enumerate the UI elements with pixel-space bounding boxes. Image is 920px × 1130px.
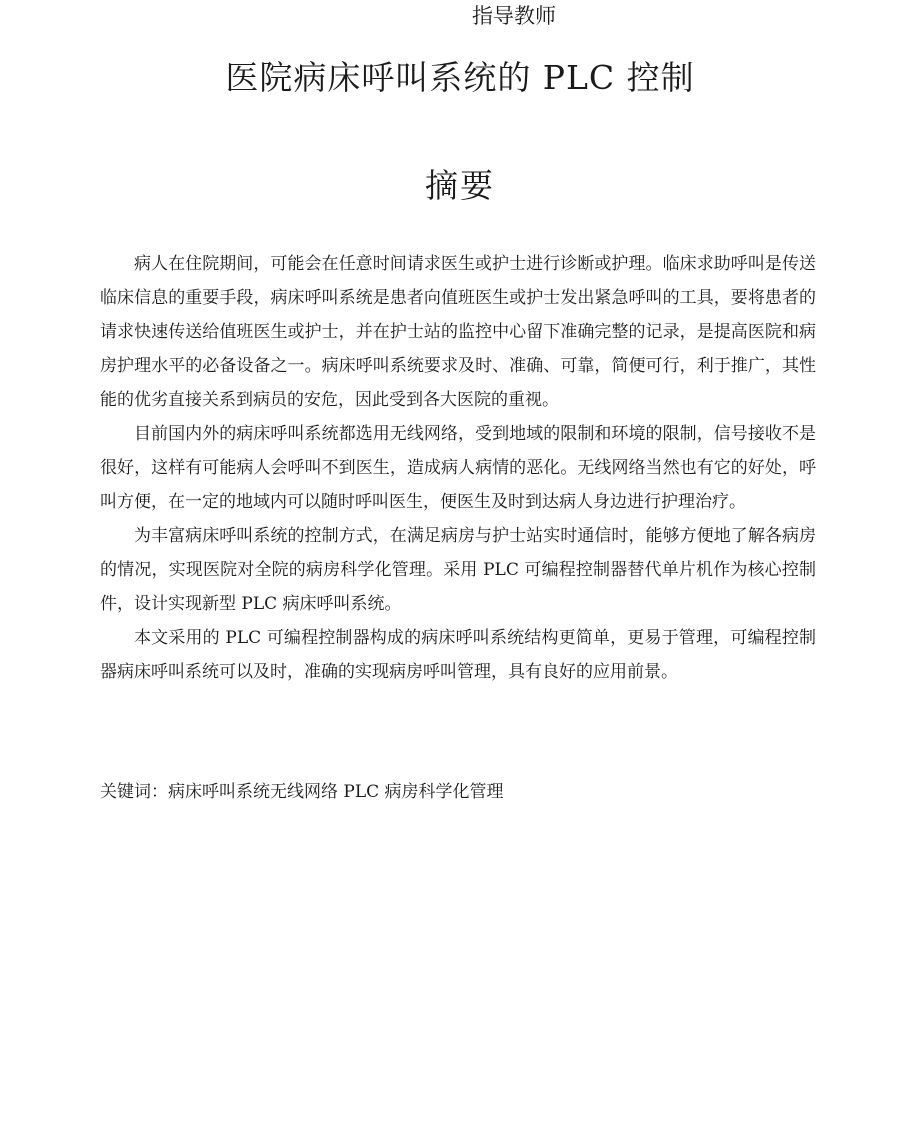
- abstract-heading: 摘要: [425, 166, 495, 205]
- abstract-paragraph: 本文采用的 PLC 可编程控制器构成的病床呼叫系统结构更简单，更易于管理，可编程控制器病床呼叫系统可以及时，准确的实现病房呼叫管理，具有良好的应用前景。: [100, 628, 816, 682]
- abstract-paragraph: 为丰富病床呼叫系统的控制方式，在满足病房与护士站实时通信时，能够方便地了解各病房的情况，实现医院对全院的病房科学化管理。采用 PLC 可编程控制器替代单片机作为核心控制件，设计实现新型 PLC 病床呼叫系统。: [100, 526, 816, 614]
- keywords-line: 关键词：病床呼叫系统无线网络 PLC 病房科学化管理: [100, 782, 504, 802]
- abstract-paragraph: 病人在住院期间，可能会在任意时间请求医生或护士进行诊断或护理。临床求助呼叫是传送临床信息的重要手段，病床呼叫系统是患者向值班医生或护士发出紧急呼叫的工具，要将患者的请求快速传送给值班医生或护士，并在护士站的监控中心留下准确完整的记录，是提高医院和病房护理水平的必备设备之一。病床呼叫系统要求及时、准确、可靠，简便可行，利于推广，其性能的优劣直接关系到病员的安危，因此受到各大医院的重视。: [100, 254, 816, 410]
- document-title: 医院病床呼叫系统的 PLC 控制: [225, 58, 695, 97]
- abstract-paragraph: 目前国内外的病床呼叫系统都选用无线网络，受到地域的限制和环境的限制，信号接收不是很好，这样有可能病人会呼叫不到医生，造成病人病情的恶化。无线网络当然也有它的好处，呼叫方便，在一定的地域内可以随时呼叫医生，便医生及时到达病人身边进行护理治疗。: [100, 424, 816, 512]
- advisor-label: 指导教师: [472, 4, 556, 28]
- abstract-body: [100, 247, 816, 689]
